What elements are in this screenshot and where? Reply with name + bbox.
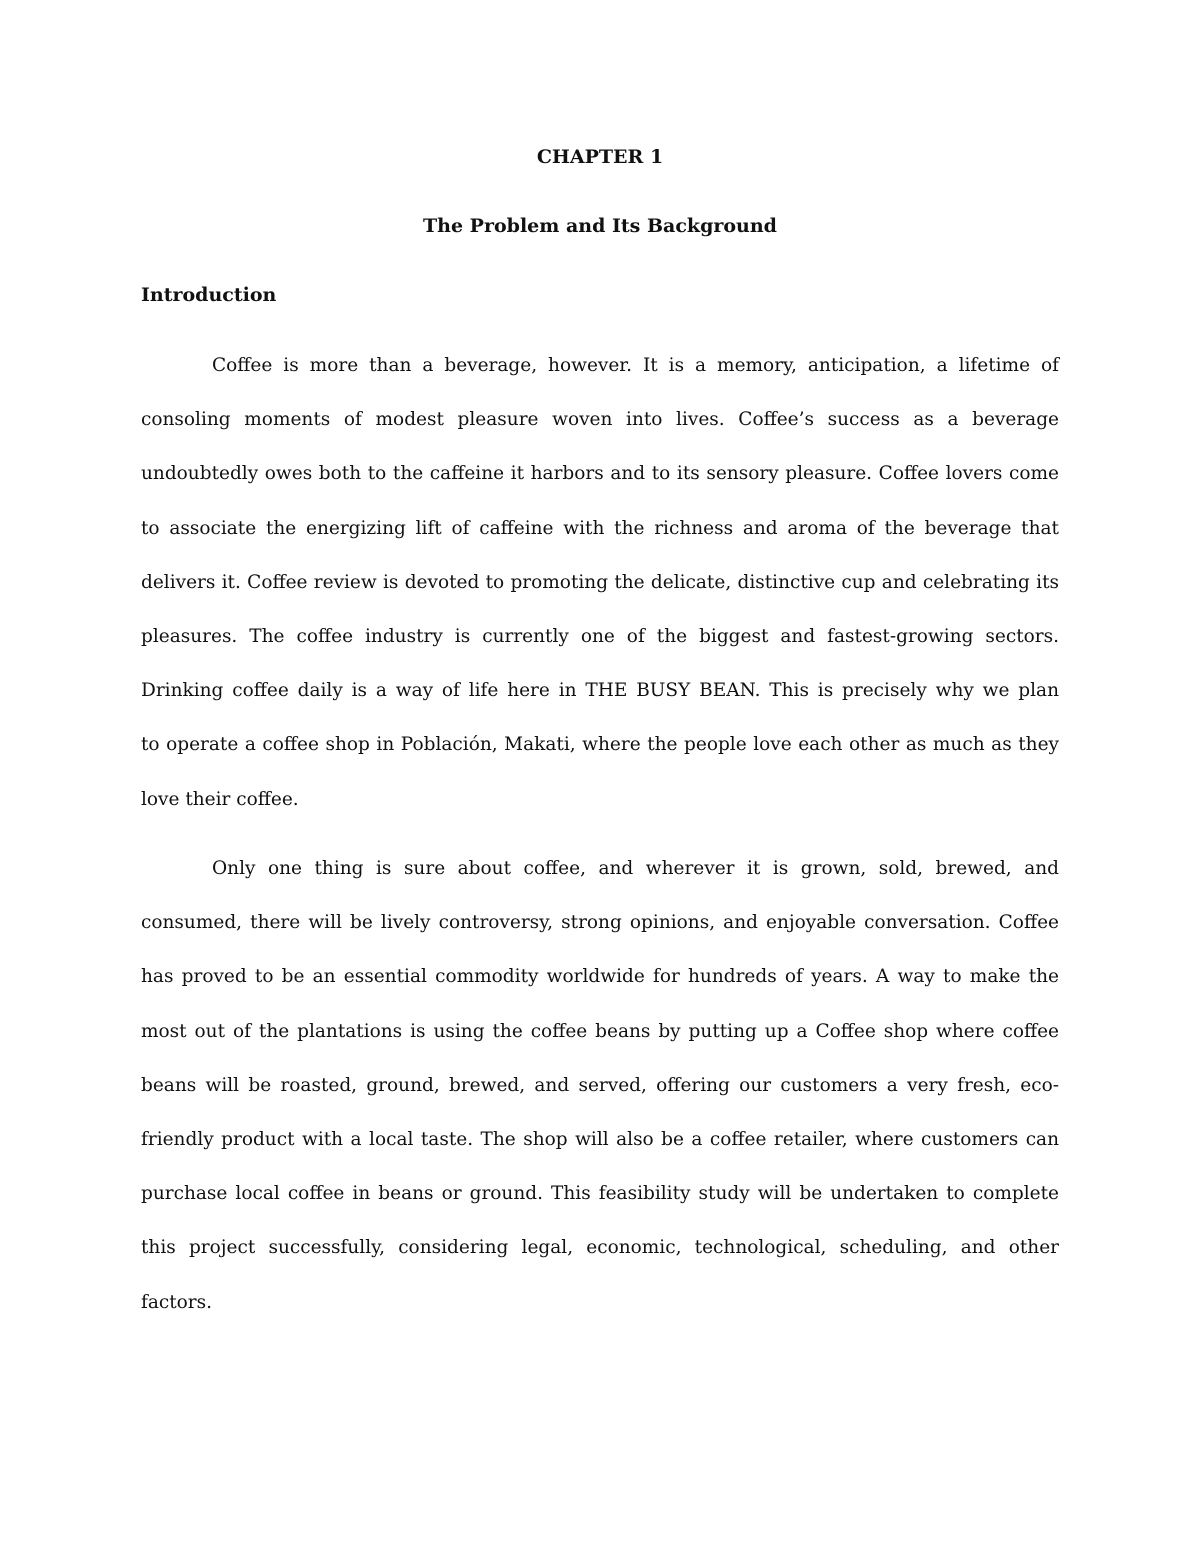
paragraph-1 — [141, 340, 1059, 828]
paragraph-line: friendly product with a local taste. The shop will also be a coffee retailer, where customers can — [141, 1128, 1059, 1150]
paragraph-line: factors. — [141, 1291, 213, 1313]
chapter-heading: CHAPTER 1 — [536, 146, 664, 168]
paragraph-line: beans will be roasted, ground, brewed, and served, offering our customers a very fresh, eco- — [141, 1074, 1059, 1096]
paragraph-line: consoling moments of modest pleasure woven into lives. Coffee’s success as a beverage — [141, 409, 1059, 431]
paragraph-line: to operate a coffee shop in Población, Makati, where the people love each other as much as they — [141, 734, 1059, 756]
paragraph-line: purchase local coffee in beans or ground. This feasibility study will be undertaken to complete — [141, 1183, 1059, 1205]
paragraph-2 — [141, 843, 1059, 1331]
paragraph-line: delivers it. Coffee review is devoted to promoting the delicate, distinctive cup and celebrating its — [141, 571, 1059, 593]
chapter-title: The Problem and Its Background — [423, 215, 777, 237]
paragraph-line: Only one thing is sure about coffee, and wherever it is grown, sold, brewed, and — [212, 858, 1059, 879]
paragraph-line: most out of the plantations is using the coffee beans by putting up a Coffee shop where coffee — [141, 1020, 1059, 1042]
paragraph-line: Coffee is more than a beverage, however. It is a memory, anticipation, a lifetime of — [212, 355, 1059, 376]
paragraph-line: to associate the energizing lift of caffeine with the richness and aroma of the beverage that — [141, 517, 1059, 539]
section-heading: Introduction — [141, 284, 277, 306]
paragraph-line: pleasures. The coffee industry is currently one of the biggest and fastest-growing sectors. — [141, 625, 1059, 647]
paragraph-line: love their coffee. — [141, 788, 299, 810]
paragraph-line: undoubtedly owes both to the caffeine it harbors and to its sensory pleasure. Coffee lovers come — [141, 463, 1059, 485]
paragraph-line: Drinking coffee daily is a way of life here in THE BUSY BEAN. This is precisely why we plan — [141, 680, 1059, 702]
paragraph-line: this project successfully, considering legal, economic, technological, scheduling, and other — [141, 1237, 1059, 1259]
paragraph-line: consumed, there will be lively controversy, strong opinions, and enjoyable conversation. Coffee — [141, 912, 1059, 934]
paragraph-line: has proved to be an essential commodity worldwide for hundreds of years. A way to make the — [141, 966, 1059, 988]
